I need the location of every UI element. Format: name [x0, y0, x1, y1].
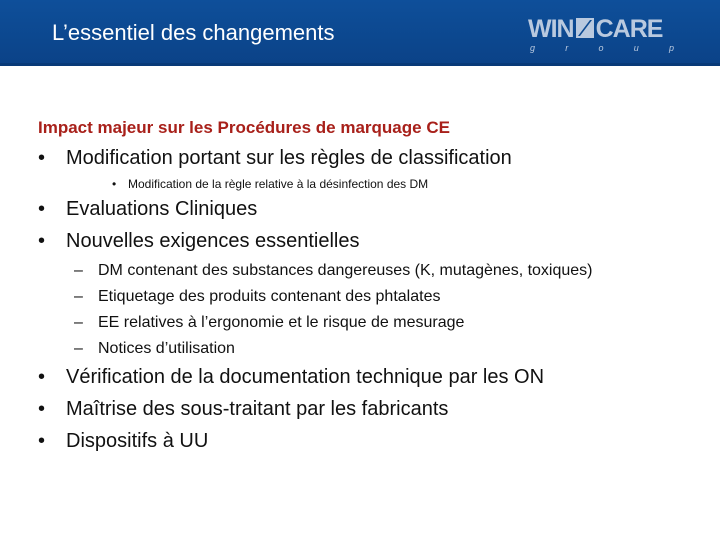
wincare-logo — [528, 16, 676, 54]
bullet-marker: • — [38, 198, 46, 220]
slide-title: L’essentiel des changements — [52, 20, 335, 45]
bullet-marker: • — [38, 230, 46, 252]
bullet-text: Evaluations Cliniques — [66, 198, 258, 220]
bullet-item — [38, 430, 208, 453]
dash-marker: – — [74, 314, 83, 331]
logo-subtitle-letter: u — [633, 43, 639, 53]
slide-header — [0, 0, 720, 66]
logo-subtitle — [530, 43, 674, 53]
section-subheading: Impact majeur sur les Procédures de marquage CE — [38, 118, 450, 137]
sub-bullet-text: Modification de la règle relative à la désinfection des DM — [128, 177, 429, 191]
dash-text: DM contenant des substances dangereuses (K, mutagènes, toxiques) — [98, 262, 593, 279]
sub-bullet-item — [112, 177, 428, 191]
dash-item — [74, 340, 235, 358]
dash-text: Notices d’utilisation — [98, 340, 235, 357]
bullet-text: Vérification de la documentation technique par les ON — [66, 366, 545, 388]
dash-item — [74, 262, 593, 280]
bullet-item — [38, 198, 257, 221]
bullet-marker: • — [38, 366, 46, 388]
logo-subtitle-letter: o — [598, 43, 604, 53]
dash-marker: – — [74, 262, 83, 279]
dash-item — [74, 288, 440, 306]
logo-text-left: WIN — [528, 15, 574, 43]
dash-marker: – — [74, 288, 83, 305]
dash-text: Etiquetage des produits contenant des phtalates — [98, 288, 441, 305]
dash-marker: – — [74, 340, 83, 357]
logo-subtitle-letter: g — [530, 43, 536, 53]
bullet-text: Dispositifs à UU — [66, 430, 209, 452]
bullet-text: Modification portant sur les règles de classification — [66, 147, 512, 169]
logo-text-right: CARE — [595, 15, 663, 43]
bullet-item — [38, 147, 512, 170]
bullet-marker: • — [38, 398, 46, 420]
logo-slash-icon — [575, 17, 595, 39]
logo-wordmark — [528, 16, 662, 42]
bullet-item — [38, 398, 448, 421]
bullet-item — [38, 230, 360, 253]
bullet-item — [38, 366, 544, 389]
logo-subtitle-letter: p — [668, 43, 674, 53]
bullet-text: Nouvelles exigences essentielles — [66, 230, 360, 252]
bullet-text: Maîtrise des sous-traitant par les fabricants — [66, 398, 449, 420]
dash-text: EE relatives à l’ergonomie et le risque de mesurage — [98, 314, 465, 331]
bullet-marker: • — [38, 147, 46, 169]
logo-subtitle-letter: r — [565, 43, 569, 53]
dash-item — [74, 314, 464, 332]
bullet-marker: • — [38, 430, 46, 452]
bullet-marker: • — [112, 177, 117, 191]
